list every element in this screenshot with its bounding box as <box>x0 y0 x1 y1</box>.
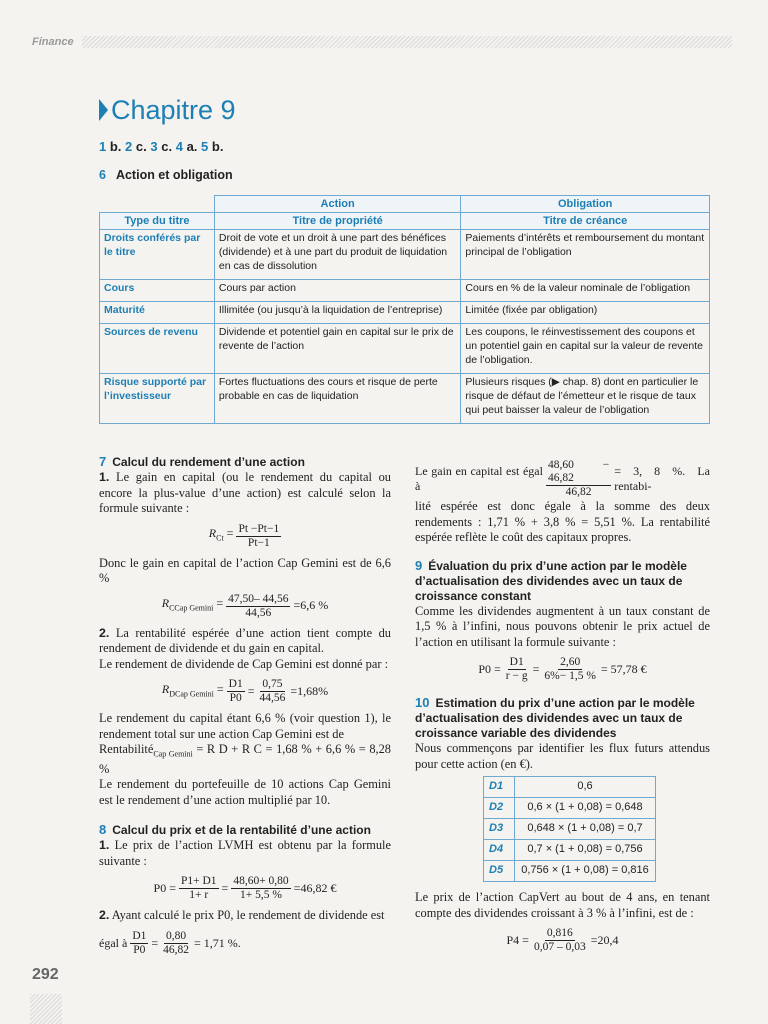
cell-action: Droit de vote et un droit à une part des bénéfices (dividende) et à une part du produit de liquidation en cas de dissolution <box>214 230 461 280</box>
table-row <box>484 798 656 819</box>
paragraph <box>99 838 391 869</box>
paragraph <box>99 742 391 777</box>
formula-result: =46,82 € <box>293 881 337 896</box>
section-number: 6 <box>99 168 106 182</box>
formula-numerator: D1 <box>132 929 147 942</box>
section-10-heading <box>415 695 710 741</box>
formula-numerator: 0,816 <box>546 927 573 939</box>
formula-gordon-price: P0 = $\frac{D1}{r - g}$ = $\frac{2,60}{6\%- 1,5 \%}$ = 57,78 € <box>478 656 647 682</box>
answer-letter: b. <box>211 139 224 154</box>
question-number: 2. <box>99 625 110 640</box>
formula-result: = 3, 8 %. La rentabi- <box>614 463 710 493</box>
formula-numerator: D1 <box>228 678 243 690</box>
formula-denominator: 46,82 <box>565 486 592 498</box>
formula-result: = 57,78 € <box>600 661 647 676</box>
dividend-key: D5 <box>484 861 515 882</box>
table-row <box>100 230 710 280</box>
chapter-arrow-icon <box>99 99 108 121</box>
answer-number: 3 <box>150 139 158 154</box>
formula-denominator: 1+ r <box>189 889 209 902</box>
paragraph <box>99 626 391 657</box>
formula-subscript: DCap Gemini <box>169 688 214 698</box>
header-hatch-band <box>82 36 732 48</box>
table-row <box>484 861 656 882</box>
page-number: 292 <box>32 966 59 983</box>
dividend-value: 0,6 × (1 + 0,08) = 0,648 <box>515 798 656 819</box>
cell-obligation: Titre de créance <box>461 213 710 230</box>
section-number: 7 <box>99 454 107 469</box>
formula-gain-capital: $R_{Ct}$ = $\frac{Pt -Pt-1}{Pt-1}$ <box>208 522 280 549</box>
table-row <box>100 374 710 424</box>
section-number: 10 <box>415 695 430 710</box>
formula-prefix: Le gain en capital est égal à <box>415 463 543 493</box>
cell-obligation: Les coupons, le réinvestissement des coupons et un potentiel gain en capital sur la valeur de revente de l’obligation. <box>461 324 710 374</box>
cell-action: Cours par action <box>214 280 461 302</box>
formula-numerator: 0,80 <box>166 929 187 942</box>
formula-symbol: P0 = <box>153 881 176 896</box>
formula-result: =6,6 % <box>293 598 329 613</box>
answer-letter: c. <box>161 139 173 154</box>
formula-capvert-price <box>415 927 710 954</box>
cell-obligation: Limitée (fixée par obligation) <box>461 302 710 324</box>
answer-letter: c. <box>135 139 147 154</box>
dividend-key: D1 <box>484 777 515 798</box>
text-run: Rentabilité <box>99 742 154 756</box>
formula-denominator: P0 <box>133 943 146 956</box>
cell-obligation: Cours en % de la valeur nominale de l’obligation <box>461 280 710 302</box>
cell-action: Fortes fluctuations des cours et risque de perte probable en cas de liquidation <box>214 374 461 424</box>
formula-subscript: CCap Gemini <box>169 603 214 613</box>
question-number: 1. <box>99 838 110 853</box>
formula-denominator: 0,07 – 0,03 <box>533 941 586 953</box>
formula-numerator: D1 <box>509 656 524 668</box>
mcq-answers <box>99 139 223 154</box>
section-number: 9 <box>415 557 423 573</box>
running-header: Finance <box>32 36 74 48</box>
section-number: 8 <box>99 822 107 838</box>
section-7-heading <box>99 454 391 470</box>
formula-result: =20,4 <box>590 932 619 947</box>
answer-letter: b. <box>109 139 122 154</box>
footer-hatch-band <box>30 994 62 1024</box>
formula-numerator: 48,60+ 0,80 <box>233 875 289 888</box>
dividend-key: D3 <box>484 819 515 840</box>
dividend-value: 0,7 × (1 + 0,08) = 0,756 <box>515 840 656 861</box>
paragraph: Le rendement du capital étant 6,6 % (voir question 1), le rendement total sur une action Cap Gemini est de <box>99 711 391 741</box>
col-header-obligation: Obligation <box>461 196 710 213</box>
dividends-table <box>483 776 656 882</box>
formula-numerator: 48,60 − 46,82 <box>547 459 610 484</box>
cell-action: Titre de propriété <box>214 213 461 230</box>
cell-action: Illimitée (ou jusqu’à la liquidation de l’entreprise) <box>214 302 461 324</box>
formula-symbol: P4 = <box>506 932 529 947</box>
cell-obligation: Plusieurs risques (▶ chap. 8) dont en particulier le risque de défaut de l’émetteur et le risque de taux qui peut baisser la valeur de l’obligation <box>461 374 710 424</box>
formula-denominator: 44,56 <box>245 606 272 619</box>
table-row <box>100 302 710 324</box>
row-label: Risque supporté par l’investisseur <box>100 374 215 424</box>
paragraph: Le prix de l’action CapVert au bout de 4 ans, en tenant compte des dividendes croissant à 3 % à l’infini, est de : <box>415 890 710 920</box>
question-text: Le prix de l’action LVMH est obtenu par la formule suivante : <box>99 838 391 868</box>
formula-result: = 1,71 %. <box>194 935 241 950</box>
section-title: Évaluation du prix d’une action par le modèle d’actualisation des dividendes avec un taux de croissance constant <box>415 558 687 603</box>
row-label: Type du titre <box>100 213 215 230</box>
formula-denominator: 44,56 <box>259 692 286 704</box>
section-8-heading <box>99 822 391 838</box>
formula-lvmh-dividend: égal à $\frac{D1}{P0}$ = $\frac{0,80}{46,82}$ = 1,71 %. <box>99 929 241 956</box>
paragraph: lité espérée est donc égale à la somme des deux rendements : 1,71 % + 3,8 % = 5,51 %. La rentabilité espérée reflète le coût des capitaux propres. <box>415 499 710 544</box>
paragraph: Nous commençons par identifier les flux futurs attendus pour cette action (en €). <box>415 741 710 771</box>
section-title: Calcul du rendement d’une action <box>112 455 305 469</box>
formula-denominator: 6%− 1,5 % <box>544 670 596 682</box>
cell-action: Dividende et potentiel gain en capital sur le prix de revente de l’action <box>214 324 461 374</box>
dividend-key: D2 <box>484 798 515 819</box>
formula-numerator: 0,75 <box>262 678 283 690</box>
chapter-title: Chapitre 9 <box>111 95 236 125</box>
dividend-key: D4 <box>484 840 515 861</box>
formula-cap-gemini-gain: $R_{CCap Gemini}$ = $\frac{47,50- 44,56}{44,56}$ =6,6 % <box>161 592 329 619</box>
dividend-value: 0,648 × (1 + 0,08) = 0,7 <box>515 819 656 840</box>
formula-result: =1,68% <box>290 683 329 698</box>
question-text: Ayant calculé le prix P0, le rendement de dividende est <box>111 908 385 923</box>
formula-symbol: R <box>161 596 170 611</box>
formula-denominator: Pt−1 <box>247 536 270 549</box>
row-label: Cours <box>100 280 215 302</box>
table-row <box>100 213 710 230</box>
table-row <box>484 777 656 798</box>
col-header-action: Action <box>214 196 461 213</box>
formula-dividend-yield: $R_{DCap Gemini}$ = $\frac{D1}{P0}$ = $\frac{0,75}{44,56}$ =1,68% <box>161 678 329 704</box>
formula-symbol: R <box>208 526 217 541</box>
section-title: Action et obligation <box>115 168 233 182</box>
text-subscript: Cap Gemini <box>153 749 193 759</box>
formula-denominator: 1+ 5,5 % <box>240 889 282 902</box>
section-6-heading <box>99 168 233 182</box>
formula-numerator: Pt −Pt−1 <box>238 522 280 535</box>
dividend-value: 0,756 × (1 + 0,08) = 0,816 <box>515 861 656 882</box>
paragraph <box>99 908 391 924</box>
formula-denominator: 46,82 <box>163 943 190 956</box>
formula-subscript: Ct <box>216 533 224 543</box>
paragraph: Comme les dividendes augmentent à un taux constant de 1,5 % à l’infini, nous pouvons obtenir le prix actuel de l’action en utilisant la formule suivante : <box>415 603 710 649</box>
answer-number: 1 <box>99 139 107 154</box>
section-title: Calcul du prix et de la rentabilité d’une action <box>112 823 371 838</box>
paragraph: Le rendement du portefeuille de 10 actions Cap Gemini est le rendement d’une action multiplié par 10. <box>99 777 391 807</box>
question-text: Le gain en capital (ou le rendement du capital ou encore la plus-value d’une action) est calculé selon la formule suivante : <box>99 470 391 515</box>
table-row <box>100 324 710 374</box>
table-row <box>484 840 656 861</box>
formula-numerator: 2,60 <box>560 656 581 668</box>
formula-lvmh-price: P0 = $\frac{P1+ D1}{1+ r}$ = $\frac{48,60+ 0,80}{1+ 5,5 \%}$ =46,82 € <box>153 875 337 902</box>
right-column <box>415 459 710 960</box>
formula-prefix: égal à <box>99 935 128 950</box>
table-corner-cell <box>100 196 215 213</box>
section-title: Estimation du prix d’une action par le modèle d’actualisation des dividendes avec un taux de croissance variable des dividendes <box>415 696 695 740</box>
answer-number: 5 <box>201 139 209 154</box>
table-header-row <box>100 196 710 213</box>
table-row <box>100 280 710 302</box>
formula-symbol: R <box>161 681 170 696</box>
formula-lvmh-gain <box>415 459 710 499</box>
row-label: Maturité <box>100 302 215 324</box>
left-column <box>99 446 391 963</box>
paragraph: Le rendement de dividende de Cap Gemini est donné par : <box>99 656 389 671</box>
cell-obligation: Paiements d’intérêts et remboursement du montant principal de l’obligation <box>461 230 710 280</box>
formula-denominator: r − g <box>505 670 528 682</box>
paragraph: Donc le gain en capital de l’action Cap Gemini est de 6,6 % <box>99 555 391 585</box>
comparison-table <box>99 195 710 424</box>
question-number: 2. <box>99 908 110 923</box>
answer-letter: a. <box>186 139 198 154</box>
paragraph <box>99 470 391 517</box>
question-text: La rentabilité espérée d’une action tient compte du rendement de dividende et du gain en capital. <box>99 625 391 655</box>
text-run: = R D + R C = 1,68 % + 6,6 % = 8,28 % <box>99 742 392 776</box>
formula-denominator: P0 <box>229 692 242 704</box>
formula-numerator: P1+ D1 <box>180 875 217 888</box>
row-label: Droits conférés par le titre <box>100 230 215 280</box>
question-number: 1. <box>99 470 110 484</box>
formula-numerator: 47,50– 44,56 <box>228 592 289 605</box>
answer-number: 4 <box>175 139 183 154</box>
answer-number: 2 <box>125 139 133 154</box>
chapter-heading <box>99 95 236 126</box>
table-row <box>484 819 656 840</box>
formula-symbol: P0 = <box>478 661 501 676</box>
section-9-heading <box>415 558 710 604</box>
row-label: Sources de revenu <box>100 324 215 374</box>
dividend-value: 0,6 <box>515 777 656 798</box>
